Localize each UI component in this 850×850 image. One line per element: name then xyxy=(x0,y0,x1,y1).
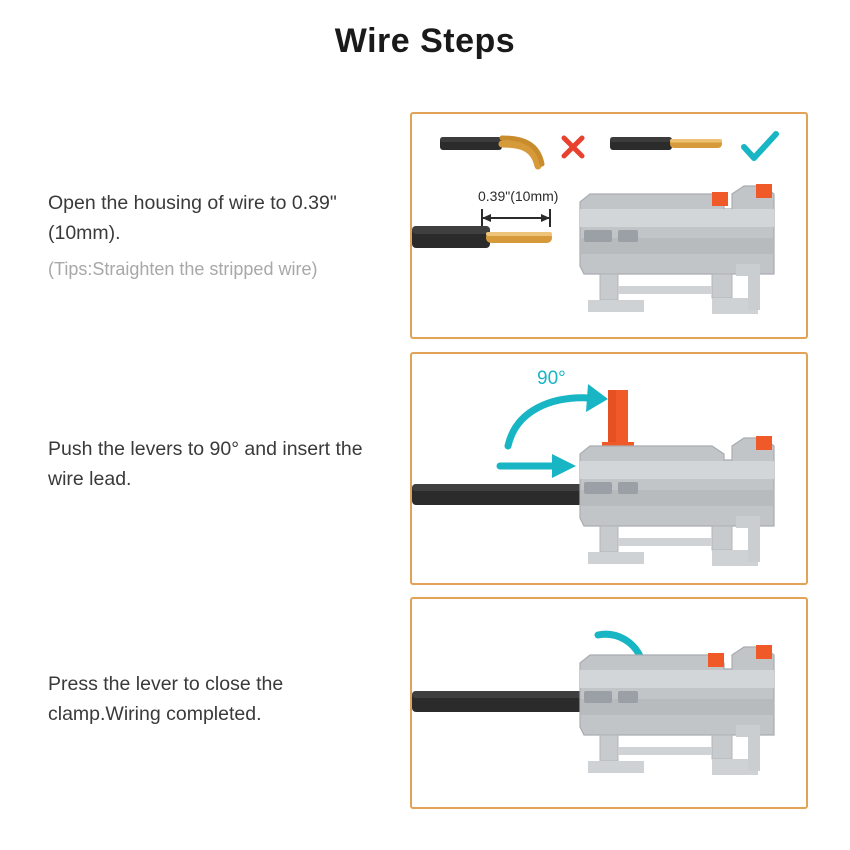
step-2-text xyxy=(48,434,378,494)
good-example-wire xyxy=(610,137,722,150)
step-1-text xyxy=(48,188,378,284)
step-2-main-text: Push the levers to 90° and insert the wire lead. xyxy=(48,438,363,490)
angle-label: 90° xyxy=(537,368,566,389)
step-3-diagram xyxy=(412,599,806,807)
check-icon xyxy=(744,134,776,158)
step-2-angle-value xyxy=(0,0,1,1)
step-row-3 xyxy=(0,597,850,812)
cross-icon xyxy=(564,138,582,156)
step-3-panel xyxy=(410,597,808,809)
step-row-2 xyxy=(0,352,850,587)
main-wire xyxy=(412,691,598,712)
terminal-block xyxy=(580,645,774,775)
dimension-label: 0.39"(10mm) xyxy=(478,188,559,204)
step-3-text xyxy=(48,669,378,729)
terminal-block xyxy=(580,184,774,314)
step-2-panel xyxy=(410,352,808,585)
step-2-diagram xyxy=(412,354,806,583)
step-1-diagram xyxy=(412,114,806,337)
step-1-main-text: Open the housing of wire to 0.39"(10mm). xyxy=(48,192,337,244)
main-wire xyxy=(412,484,598,505)
insert-wire-arrow xyxy=(500,454,576,478)
step-row-1 xyxy=(0,112,850,342)
main-wire xyxy=(412,226,552,248)
bad-example-wire xyxy=(440,137,542,166)
step-1-dimension-value xyxy=(0,0,1,1)
lever-rotate-arrow xyxy=(508,384,608,446)
dimension-arrows xyxy=(482,209,550,227)
page-title: Wire Steps xyxy=(334,22,516,60)
step-1-tip-text: (Tips:Straighten the stripped wire) xyxy=(48,259,318,279)
step-3-main-text: Press the lever to close the clamp.Wiring completed. xyxy=(48,673,284,725)
terminal-block xyxy=(580,436,774,566)
step-1-panel xyxy=(410,112,808,339)
